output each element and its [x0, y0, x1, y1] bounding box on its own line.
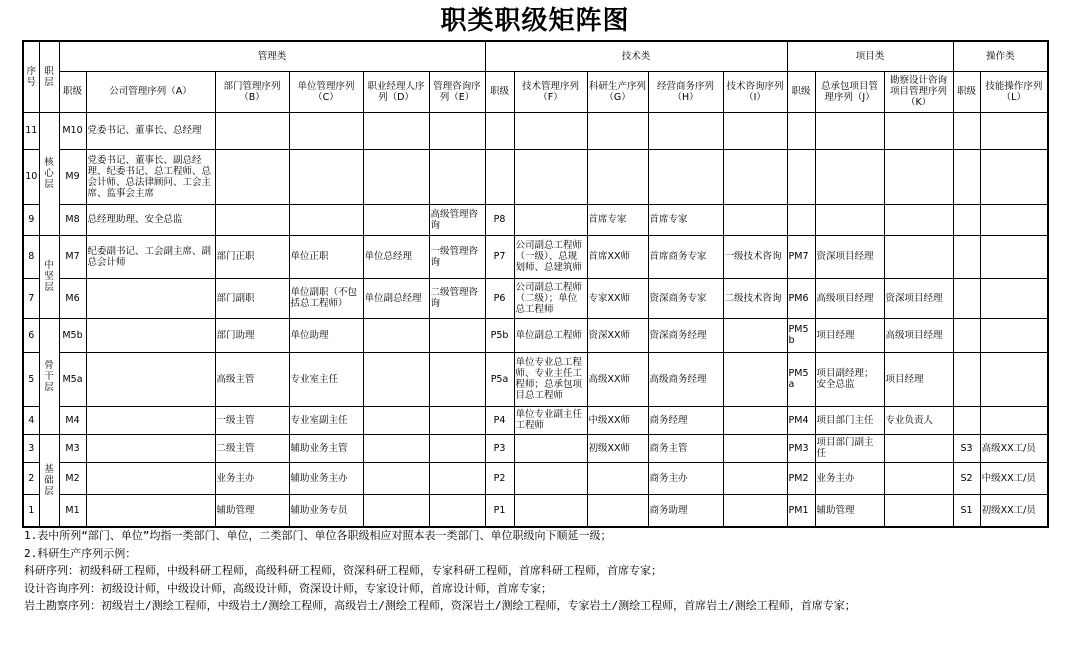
cell-l: 中级XX工/员	[980, 462, 1048, 494]
cell-d	[363, 149, 429, 204]
cell-d	[363, 494, 429, 527]
cell-d	[363, 352, 429, 406]
note-line: 2.科研生产序列示例：	[24, 546, 137, 560]
cell-a: 总经理助理、安全总监	[86, 204, 215, 235]
cell-i	[723, 318, 787, 352]
cell-h: 商务主办	[648, 462, 723, 494]
col-header-l: 技能操作序列（L）	[980, 71, 1048, 112]
pm-grade-cell: PM5b	[787, 318, 815, 352]
col-header-g: 科研生产序列（G）	[587, 71, 648, 112]
cell-i	[723, 462, 787, 494]
s-grade-cell	[953, 278, 980, 318]
cell-b: 辅助管理	[215, 494, 289, 527]
s-grade-cell	[953, 318, 980, 352]
table-row	[23, 352, 1048, 406]
group-technical: 技术类	[485, 41, 787, 71]
seq-cell: 9	[23, 204, 39, 235]
cell-f	[514, 149, 587, 204]
cell-a	[86, 406, 215, 434]
s-grade-cell	[953, 204, 980, 235]
col-header-e: 管理咨询序列（E）	[429, 71, 485, 112]
layer-backbone-mid: 中坚层	[39, 235, 59, 318]
cell-i	[723, 434, 787, 462]
p-grade-cell: P2	[485, 462, 514, 494]
seq-cell: 4	[23, 406, 39, 434]
cell-d	[363, 112, 429, 149]
cell-e: 二级管理咨询	[429, 278, 485, 318]
cell-c: 单位助理	[289, 318, 363, 352]
seq-cell: 2	[23, 462, 39, 494]
cell-g: 中级XX师	[587, 406, 648, 434]
cell-c: 单位副职（不包括总工程师）	[289, 278, 363, 318]
cell-f: 单位副总工程师	[514, 318, 587, 352]
m-grade-cell: M5a	[59, 352, 86, 406]
cell-g	[587, 149, 648, 204]
cell-g	[587, 112, 648, 149]
cell-l	[980, 352, 1048, 406]
cell-k	[884, 235, 953, 278]
pm-grade-cell: PM2	[787, 462, 815, 494]
col-header-d: 职业经理人序列（D）	[363, 71, 429, 112]
cell-g: 高级XX师	[587, 352, 648, 406]
seq-cell: 3	[23, 434, 39, 462]
cell-l: 高级XX工/员	[980, 434, 1048, 462]
cell-e	[429, 494, 485, 527]
cell-a	[86, 278, 215, 318]
group-management: 管理类	[59, 41, 485, 71]
pm-grade-cell	[787, 204, 815, 235]
cell-i	[723, 204, 787, 235]
cell-k	[884, 112, 953, 149]
col-header-c: 单位管理序列（C）	[289, 71, 363, 112]
col-header-a: 公司管理序列（A）	[86, 71, 215, 112]
cell-h: 资深商务经理	[648, 318, 723, 352]
p-grade-cell: P4	[485, 406, 514, 434]
cell-f	[514, 462, 587, 494]
group-operation: 操作类	[953, 41, 1048, 71]
cell-f	[514, 204, 587, 235]
cell-b: 业务主办	[215, 462, 289, 494]
cell-h: 商务助理	[648, 494, 723, 527]
cell-c: 辅助业务主办	[289, 462, 363, 494]
col-header-f: 技术管理序列（F）	[514, 71, 587, 112]
m-grade-cell: M7	[59, 235, 86, 278]
m-grade-cell: M3	[59, 434, 86, 462]
p-grade-cell: P8	[485, 204, 514, 235]
cell-e	[429, 149, 485, 204]
cell-a: 纪委副书记、工会副主席、副总会计师	[86, 235, 215, 278]
cell-b: 部门正职	[215, 235, 289, 278]
pm-grade-cell: PM7	[787, 235, 815, 278]
cell-h	[648, 112, 723, 149]
cell-c	[289, 149, 363, 204]
seq-cell: 7	[23, 278, 39, 318]
cell-k	[884, 204, 953, 235]
cell-a	[86, 494, 215, 527]
cell-b: 高级主管	[215, 352, 289, 406]
cell-g: 专家XX师	[587, 278, 648, 318]
m-grade-cell: M8	[59, 204, 86, 235]
pm-grade-cell	[787, 112, 815, 149]
pm-grade-cell: PM4	[787, 406, 815, 434]
job-matrix-table	[22, 40, 1049, 528]
cell-g	[587, 494, 648, 527]
cell-l: 初级XX工/员	[980, 494, 1048, 527]
note-line: 设计咨询序列：初级设计师，中级设计师，高级设计师，资深设计师，专家设计师，首席设计师，首席专家；	[24, 581, 552, 595]
cell-a: 党委书记、董事长、副总经理、纪委书记、总工程师、总会计师、总法律顾问、工会主席、监事会主席	[86, 149, 215, 204]
m-grade-cell: M2	[59, 462, 86, 494]
cell-j: 资深项目经理	[815, 235, 884, 278]
seq-cell: 10	[23, 149, 39, 204]
table-row	[23, 149, 1048, 204]
cell-f	[514, 494, 587, 527]
p-grade-cell: P7	[485, 235, 514, 278]
cell-f: 公司副总工程师（一级）、总规划师、总建筑师	[514, 235, 587, 278]
cell-a	[86, 352, 215, 406]
col-header-b: 部门管理序列（B）	[215, 71, 289, 112]
note-line: 1.表中所列“部门、单位”均指一类部门、单位，二类部门、单位各职级相应对照本表一类部门、单位职级向下顺延一级；	[24, 529, 612, 542]
cell-c	[289, 204, 363, 235]
cell-f	[514, 434, 587, 462]
cell-a	[86, 462, 215, 494]
cell-g: 初级XX师	[587, 434, 648, 462]
cell-d	[363, 318, 429, 352]
cell-b	[215, 204, 289, 235]
pm-grade-cell: PM5a	[787, 352, 815, 406]
cell-g: 首席专家	[587, 204, 648, 235]
cell-e: 一级管理咨询	[429, 235, 485, 278]
cell-a	[86, 318, 215, 352]
s-grade-cell: S2	[953, 462, 980, 494]
cell-d: 单位副总经理	[363, 278, 429, 318]
cell-b: 部门副职	[215, 278, 289, 318]
table-row	[23, 434, 1048, 462]
cell-g: 首席XX师	[587, 235, 648, 278]
cell-j	[815, 149, 884, 204]
note-line: 岩土勘察序列：初级岩土/测绘工程师，中级岩土/测绘工程师，高级岩土/测绘工程师，资深岩土/测绘工程师，专家岩土/测绘工程师，首席岩土/测绘工程师，首席专家；	[24, 599, 856, 612]
col-header-h: 经营商务序列（H）	[648, 71, 723, 112]
s-grade-cell	[953, 149, 980, 204]
cell-j: 项目部门主任	[815, 406, 884, 434]
cell-f: 单位专业总工程师、专业主任工程师；总承包项目总工程师	[514, 352, 587, 406]
s-grade-cell	[953, 235, 980, 278]
cell-b: 二级主管	[215, 434, 289, 462]
cell-b	[215, 112, 289, 149]
cell-l	[980, 112, 1048, 149]
s-grade-cell: S3	[953, 434, 980, 462]
cell-i	[723, 406, 787, 434]
col-header-i: 技术咨询序列（I）	[723, 71, 787, 112]
cell-e	[429, 406, 485, 434]
cell-d: 单位总经理	[363, 235, 429, 278]
cell-j: 辅助管理	[815, 494, 884, 527]
m-grade-cell: M9	[59, 149, 86, 204]
table-row	[23, 278, 1048, 318]
cell-c: 专业室副主任	[289, 406, 363, 434]
table-row	[23, 204, 1048, 235]
cell-d	[363, 434, 429, 462]
p-grade-cell: P5b	[485, 318, 514, 352]
seq-header: 序号	[23, 41, 39, 112]
cell-j: 项目部门副主任	[815, 434, 884, 462]
pm-grade-cell: PM1	[787, 494, 815, 527]
cell-g: 资深XX师	[587, 318, 648, 352]
cell-c: 辅助业务主管	[289, 434, 363, 462]
cell-h: 资深商务专家	[648, 278, 723, 318]
p-grade-cell: P3	[485, 434, 514, 462]
s-grade-cell	[953, 112, 980, 149]
layer-core: 核心层	[39, 112, 59, 235]
cell-j: 高级项目经理	[815, 278, 884, 318]
cell-e	[429, 462, 485, 494]
grade-header-m: 职级	[59, 71, 86, 112]
layer-backbone: 骨干层	[39, 318, 59, 434]
cell-l	[980, 406, 1048, 434]
pm-grade-cell	[787, 149, 815, 204]
cell-i	[723, 112, 787, 149]
cell-i	[723, 149, 787, 204]
seq-cell: 1	[23, 494, 39, 527]
m-grade-cell: M5b	[59, 318, 86, 352]
p-grade-cell	[485, 149, 514, 204]
seq-cell: 8	[23, 235, 39, 278]
p-grade-cell: P1	[485, 494, 514, 527]
pm-grade-cell: PM6	[787, 278, 815, 318]
grade-header-s: 职级	[953, 71, 980, 112]
col-header-j: 总承包项目管理序列（J）	[815, 71, 884, 112]
layer-header: 职层	[39, 41, 59, 112]
group-project: 项目类	[787, 41, 953, 71]
m-grade-cell: M6	[59, 278, 86, 318]
m-grade-cell: M10	[59, 112, 86, 149]
cell-i: 二级技术咨询	[723, 278, 787, 318]
table-row	[23, 235, 1048, 278]
cell-c: 辅助业务专员	[289, 494, 363, 527]
cell-c	[289, 112, 363, 149]
s-grade-cell: S1	[953, 494, 980, 527]
cell-h	[648, 149, 723, 204]
cell-k: 专业负责人	[884, 406, 953, 434]
cell-l	[980, 149, 1048, 204]
cell-f: 单位专业副主任工程师	[514, 406, 587, 434]
cell-e	[429, 112, 485, 149]
cell-d	[363, 204, 429, 235]
cell-c: 单位正职	[289, 235, 363, 278]
table-row	[23, 112, 1048, 149]
cell-j: 项目经理	[815, 318, 884, 352]
cell-h: 高级商务经理	[648, 352, 723, 406]
table-row	[23, 406, 1048, 434]
layer-base: 基础层	[39, 434, 59, 527]
cell-e	[429, 318, 485, 352]
cell-k	[884, 494, 953, 527]
s-grade-cell	[953, 406, 980, 434]
cell-h: 首席专家	[648, 204, 723, 235]
cell-i: 一级技术咨询	[723, 235, 787, 278]
p-grade-cell	[485, 112, 514, 149]
m-grade-cell: M4	[59, 406, 86, 434]
cell-k: 高级项目经理	[884, 318, 953, 352]
cell-c: 专业室主任	[289, 352, 363, 406]
cell-l	[980, 204, 1048, 235]
cell-k	[884, 149, 953, 204]
col-header-k: 勘察设计咨询项目管理序列（K）	[884, 71, 953, 112]
footnotes	[24, 527, 1064, 615]
cell-a: 党委书记、董事长、总经理	[86, 112, 215, 149]
seq-cell: 11	[23, 112, 39, 149]
cell-e	[429, 434, 485, 462]
seq-cell: 5	[23, 352, 39, 406]
cell-l	[980, 318, 1048, 352]
cell-h: 商务经理	[648, 406, 723, 434]
seq-cell: 6	[23, 318, 39, 352]
p-grade-cell: P6	[485, 278, 514, 318]
cell-h: 商务主管	[648, 434, 723, 462]
cell-l	[980, 235, 1048, 278]
cell-f: 公司副总工程师（二级）；单位总工程师	[514, 278, 587, 318]
table-row	[23, 462, 1048, 494]
cell-k: 资深项目经理	[884, 278, 953, 318]
cell-j	[815, 112, 884, 149]
table-row	[23, 318, 1048, 352]
cell-k	[884, 434, 953, 462]
cell-d	[363, 462, 429, 494]
table-row	[23, 494, 1048, 527]
cell-a	[86, 434, 215, 462]
page-title: 职类职级矩阵图	[440, 6, 630, 36]
cell-j	[815, 204, 884, 235]
pm-grade-cell: PM3	[787, 434, 815, 462]
cell-h: 首席商务专家	[648, 235, 723, 278]
grade-header-p: 职级	[485, 71, 514, 112]
cell-e	[429, 352, 485, 406]
note-line: 科研序列：初级科研工程师，中级科研工程师，高级科研工程师，资深科研工程师，专家科研工程师，首席科研工程师，首席专家；	[24, 564, 662, 577]
grade-header-pm: 职级	[787, 71, 815, 112]
m-grade-cell: M1	[59, 494, 86, 527]
cell-f	[514, 112, 587, 149]
cell-i	[723, 352, 787, 406]
cell-b: 部门助理	[215, 318, 289, 352]
cell-k	[884, 462, 953, 494]
s-grade-cell	[953, 352, 980, 406]
cell-e: 高级管理咨询	[429, 204, 485, 235]
cell-g	[587, 462, 648, 494]
cell-i	[723, 494, 787, 527]
cell-k: 项目经理	[884, 352, 953, 406]
cell-b	[215, 149, 289, 204]
cell-l	[980, 278, 1048, 318]
cell-b: 一级主管	[215, 406, 289, 434]
p-grade-cell: P5a	[485, 352, 514, 406]
cell-d	[363, 406, 429, 434]
cell-j: 业务主办	[815, 462, 884, 494]
cell-j: 项目副经理；安全总监	[815, 352, 884, 406]
